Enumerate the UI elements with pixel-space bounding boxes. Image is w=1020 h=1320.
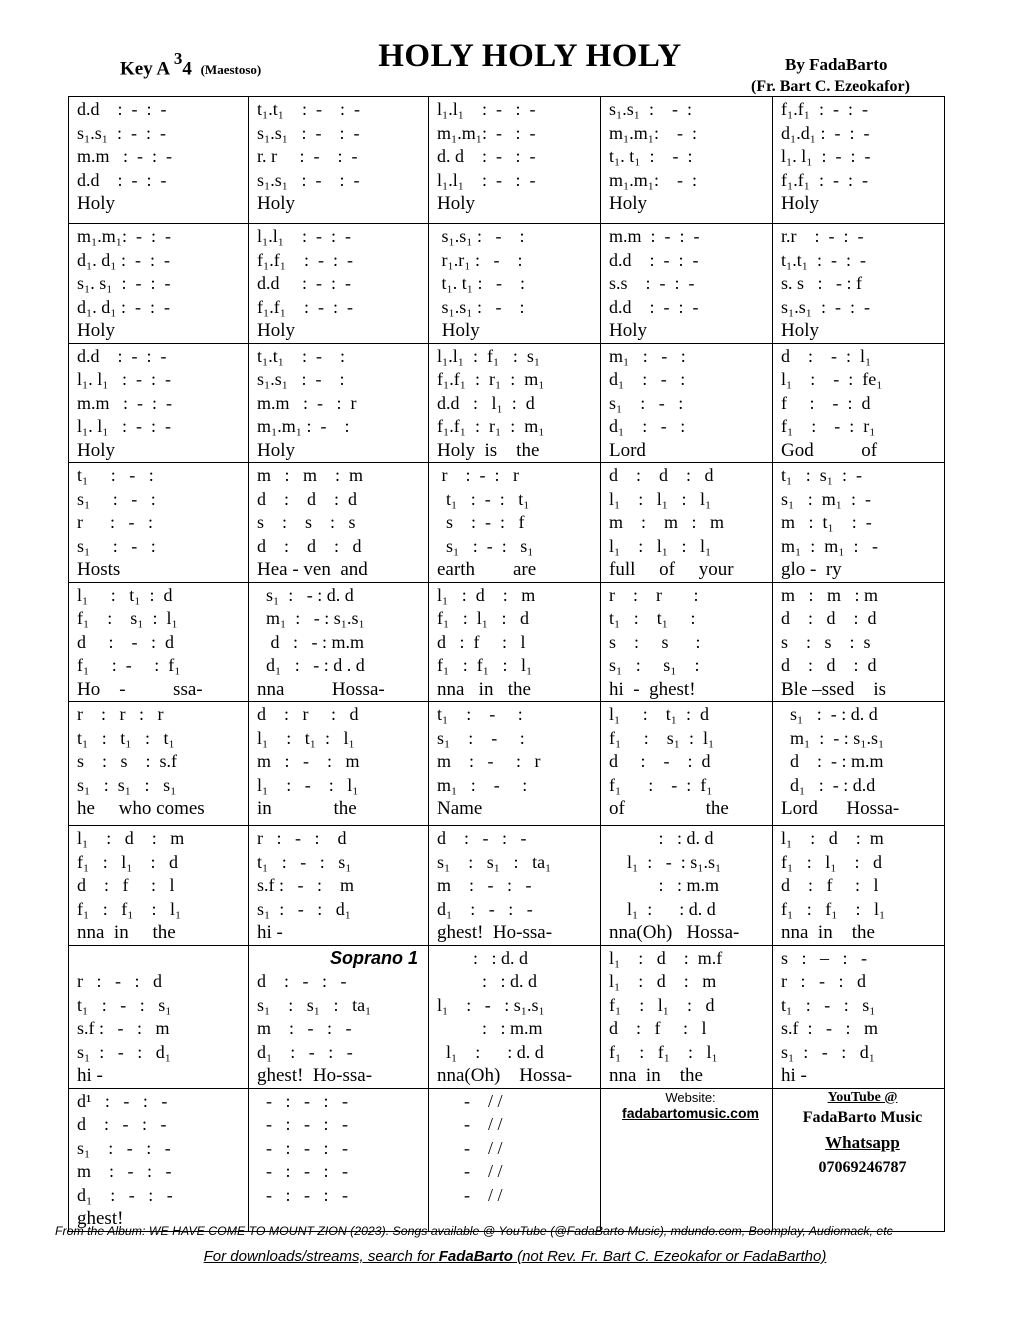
lyric-text: nna in the <box>781 922 875 943</box>
lyric-text: ghest! Ho-ssa- <box>437 922 553 943</box>
solfa-line: l₁. l₁ : - : - <box>77 416 172 436</box>
solfa-line: s₁ : - : - <box>77 1137 171 1158</box>
solfa-line: d : f : l <box>781 875 879 895</box>
score-row <box>69 702 945 826</box>
lyric-text: Name <box>437 798 483 819</box>
measure-cell <box>249 97 429 224</box>
solfa-line: t₁ : - : <box>77 465 154 485</box>
measure-cell <box>773 97 945 224</box>
solfa-line: f₁ : l₁ : d <box>437 608 530 628</box>
measure-cell <box>429 97 601 224</box>
solfa-line: f₁ : s₁ : l₁ <box>77 608 178 628</box>
solfa-line: s₁ : - : d. d <box>257 584 354 605</box>
lyric-text: Holy <box>77 193 115 214</box>
phone-number: 07069246787 <box>818 1158 907 1176</box>
solfa-line: s : - : f <box>437 512 525 532</box>
solfa-line: d : - : l₁ <box>781 345 872 366</box>
solfa-line: r : - : d <box>257 828 347 848</box>
lyric-text: he who comes <box>77 798 205 819</box>
lyric-text: nna(Oh) Hossa- <box>609 922 740 943</box>
solfa-line: s : s : s <box>257 512 356 532</box>
solfa-line: - : - : - <box>257 1090 348 1111</box>
solfa-line: f₁ : f₁ : l₁ <box>437 655 533 675</box>
score-row <box>69 224 945 344</box>
solfa-line: f₁.f₁ : - : - <box>781 169 869 190</box>
solfa-line: t₁ : - : s₁ <box>77 994 172 1015</box>
solfa-line: m.m : - : - <box>77 146 172 166</box>
measure-cell <box>773 702 945 826</box>
score-row <box>69 343 945 463</box>
solfa-line: - / / <box>437 1137 503 1158</box>
lyric-text: nna in the <box>609 1065 703 1086</box>
solfa-line: s₁ : - : d₁ <box>781 1041 876 1062</box>
album-note: From the Album: WE HAVE COME TO MOUNT ZION (2023). Songs available @ YouTube (@FadaBarto Music), mdundo.com, Boomplay, Audiomack, etc <box>55 1224 893 1238</box>
website-label: Website: <box>665 1089 716 1105</box>
lyric-text: glo - ry <box>781 559 842 580</box>
measure-cell <box>249 1088 429 1231</box>
solfa-line: l₁ : : d. d <box>609 898 716 919</box>
measure-cell <box>69 1088 249 1231</box>
solfa-line: m₁ : - : <box>437 774 528 795</box>
measure-cell <box>429 343 601 463</box>
measure-cell <box>773 224 945 344</box>
solfa-line: l₁ : - : l₁ <box>257 774 359 795</box>
measure-cell <box>429 582 601 702</box>
measure-cell <box>601 224 773 344</box>
solfa-line: m.m : - : r <box>257 392 357 413</box>
solfa-line: s₁.s₁ : - : - <box>257 122 360 143</box>
solfa-line: s₁.s₁ : - : <box>437 226 525 246</box>
solfa-line: m₁.m₁: - : - <box>437 122 536 143</box>
solfa-line: d₁. d₁ : - : - <box>77 296 171 317</box>
solfa-line: d : d : d <box>781 608 877 628</box>
solfa-line: l₁ : d : m <box>437 584 536 605</box>
solfa-line: t₁.t₁ : - : - <box>781 249 867 270</box>
solfa-line: f₁.f₁ : - : - <box>257 249 354 270</box>
measure-cell <box>429 702 601 826</box>
solfa-line: l₁.l₁ : f₁ : s₁ <box>437 345 541 366</box>
solfa-line: s₁.s₁ : - : <box>609 99 693 119</box>
solfa-line: l₁.l₁ : - : - <box>437 169 536 190</box>
solfa-line: s.f : - : m <box>781 1018 878 1038</box>
solfa-line: - : - : - <box>257 1137 348 1158</box>
youtube-link[interactable]: YouTube @ <box>827 1089 898 1105</box>
lyric-text: in the <box>257 798 357 819</box>
solfa-line: l₁ : t₁ : d <box>77 584 173 605</box>
key-signature: Key A $^3$4 (Maestoso) <box>120 49 262 80</box>
measure-cell <box>249 702 429 826</box>
solfa-line: d₁ : - : - <box>257 1041 353 1062</box>
score-row <box>69 826 945 946</box>
solfa-line: l₁ : d : m.f <box>609 947 723 968</box>
solfa-line: l₁. l₁ : - : - <box>781 146 871 166</box>
solfa-line: m₁ : - : s₁.s₁ <box>781 727 885 748</box>
solfa-line: r.r : - : - <box>781 226 864 246</box>
lyric-text: Holy <box>437 320 480 341</box>
solfa-line: s₁ : - : <box>437 727 525 748</box>
measure-cell <box>429 463 601 583</box>
lyric-text: Holy <box>609 193 647 214</box>
solfa-line: d : - : - <box>77 1114 167 1134</box>
solfa-line: m : t₁ : - <box>781 512 872 532</box>
solfa-line: d.d : - : - <box>257 273 351 293</box>
solfa-line: : : m.m <box>437 1018 543 1038</box>
lyric-text: Holy <box>77 320 115 341</box>
lyric-text: nna in the <box>77 922 176 943</box>
solfa-line: s : s : s.f <box>77 751 178 771</box>
solfa-line: s₁ : s₁ : <box>609 655 700 675</box>
score-row <box>69 463 945 583</box>
lyric-text: nna in the <box>437 678 531 700</box>
search-note: For downloads/streams, search for FadaBarto (not Rev. Fr. Bart C. Ezeokafor or FadaBartho) <box>203 1248 827 1265</box>
solfa-line: f₁ : f₁ : l₁ <box>781 898 886 919</box>
solfa-line: l₁ : - : fe₁ <box>781 369 883 389</box>
solfa-line: f : - : d <box>781 392 871 413</box>
solfa-line: f₁ : f₁ : l₁ <box>609 1041 718 1062</box>
score-row <box>69 97 945 224</box>
solfa-line: t₁ : t₁ : t₁ <box>77 727 175 748</box>
solfa-line: f₁ : - : f₁ <box>609 774 713 795</box>
solfa-line: l₁ : d : m <box>77 828 185 848</box>
lyric-text: Ble –ssed is <box>781 678 887 700</box>
solfa-line: r : r : r <box>77 704 164 724</box>
lyric-text: nna(Oh) Hossa- <box>437 1065 573 1086</box>
lyric-text: hi - <box>781 1065 807 1086</box>
solfa-line: d₁ : - : <box>609 369 686 389</box>
whatsapp-link[interactable]: Whatsapp <box>825 1132 900 1152</box>
solfa-line: - / / <box>437 1184 503 1205</box>
solfa-line: t₁.t₁ : - : - <box>257 99 361 119</box>
solfa-line: d.d : - : - <box>77 169 167 190</box>
solfa-line: l₁. l₁ : - : - <box>77 369 172 389</box>
solfa-line: l₁ : : d. d <box>437 1041 544 1062</box>
solfa-line: f₁.f₁ : - : - <box>781 99 869 119</box>
solfa-line: - / / <box>437 1114 503 1134</box>
solfa-line: s₁ : - : d₁ <box>257 898 352 919</box>
solfa-line: r₁.r₁ : - : <box>437 249 523 270</box>
solfa-line: s₁.s₁ : - : <box>437 296 525 317</box>
solfa-line: d : d : d <box>781 655 877 675</box>
solfa-line: s.f : - : m <box>257 875 354 895</box>
solfa-line: f₁ : s₁ : l₁ <box>609 727 715 748</box>
solfa-line: m : - : m <box>257 751 360 771</box>
measure-cell <box>601 343 773 463</box>
solfa-line: l₁ : t₁ : l₁ <box>257 727 355 748</box>
lyric-text: Holy <box>257 439 295 461</box>
solfa-line: d : - : m.m <box>781 751 884 771</box>
solfa-line: t₁. t₁ : - : <box>437 273 526 293</box>
lyric-text: Ho - ssa- <box>77 678 203 700</box>
solfa-line: m : m : m <box>609 512 725 532</box>
spacer <box>77 947 248 971</box>
measure-cell <box>773 463 945 583</box>
solfa-line: d¹ : - : - <box>77 1090 168 1111</box>
solfa-line: d : f : l <box>77 875 175 895</box>
solfa-line: t₁ : t₁ : <box>609 608 696 628</box>
lyric-text: Holy is the <box>437 439 540 461</box>
solfa-line: m.m : - : - <box>609 226 700 246</box>
solfa-line: d : r : d <box>257 704 359 724</box>
solfa-line: d. d : - : - <box>437 146 536 166</box>
measure-cell <box>773 945 945 1088</box>
measure-cell <box>429 1088 601 1231</box>
solfa-line: t₁.t₁ : - : <box>257 345 346 366</box>
solfa-line: d : f : l <box>437 631 526 652</box>
solfa-line: l₁.l₁ : - : - <box>257 226 352 246</box>
solfa-line: f₁.f₁ : r₁ : m₁ <box>437 369 545 389</box>
solfa-line: d₁ : - : d.d <box>781 774 876 795</box>
solfa-line: : : d. d <box>437 947 529 968</box>
measure-cell <box>601 702 773 826</box>
solfa-line: r : - : d <box>781 971 866 991</box>
measure-cell <box>601 97 773 224</box>
solfa-line: s₁ : s₁ : s₁ <box>77 774 177 795</box>
solfa-line: l₁ : d : m <box>781 828 884 848</box>
solfa-line: - / / <box>437 1090 503 1111</box>
measure-cell <box>69 463 249 583</box>
lyric-text: Holy <box>781 320 819 341</box>
solfa-line: s.s : - : - <box>609 273 695 293</box>
solfa-line: f₁ : - : f₁ <box>77 655 181 675</box>
solfa-line: s₁.s₁ : - : - <box>77 122 167 143</box>
solfa-line: m₁ : - : s₁.s₁ <box>257 608 365 628</box>
measure-cell <box>69 97 249 224</box>
solfa-line: f₁ : - : r₁ <box>781 416 876 436</box>
measure-cell <box>69 702 249 826</box>
composer-fullname: (Fr. Bart C. Ezeokafor) <box>751 78 910 95</box>
solfa-line: t₁ : - : <box>437 704 523 724</box>
solfa-line: s₁ : - : s₁ <box>437 535 534 556</box>
lyric-text: hi - <box>257 922 283 943</box>
measure-cell <box>773 582 945 702</box>
measure-cell <box>69 582 249 702</box>
lyric-text: ghest! <box>77 1208 124 1229</box>
solfa-line: - / / <box>437 1161 503 1181</box>
measure-cell <box>601 826 773 946</box>
measure-cell <box>69 224 249 344</box>
measure-cell <box>429 826 601 946</box>
solfa-line: m : m : m <box>257 465 364 485</box>
solfa-line: d₁ : - : - <box>77 1184 173 1205</box>
solfa-line: m : - : r <box>437 751 541 771</box>
solfa-score-grid <box>68 96 945 1232</box>
solfa-line: d.d : - : - <box>77 99 167 119</box>
lyric-text: of the <box>609 798 729 819</box>
lyric-text: earth are <box>437 559 537 580</box>
solfa-line: d : - : - <box>437 828 527 848</box>
solfa-line: d : f : l <box>609 1018 707 1038</box>
solfa-line: d₁ : - : <box>609 416 686 436</box>
solfa-line: s₁ : - : <box>609 392 684 413</box>
social-cell <box>773 1088 945 1231</box>
solfa-line: f₁ : f₁ : l₁ <box>77 898 182 919</box>
solfa-line: d : - : d <box>609 751 711 771</box>
solfa-line: d.d : - : - <box>609 296 699 317</box>
solfa-line: s₁ : s₁ : ta₁ <box>257 994 372 1015</box>
solfa-line: d.d : - : - <box>77 345 167 366</box>
solfa-line: t₁ : - : s₁ <box>257 851 352 872</box>
solfa-line: m : m : m <box>781 584 879 605</box>
solfa-line: s₁ : - : d₁ <box>77 1041 172 1062</box>
solfa-line: m₁.m₁: - : <box>609 122 698 143</box>
solfa-line: d : - : d <box>77 631 174 652</box>
measure-cell <box>601 945 773 1088</box>
lyric-text: Holy <box>257 193 295 214</box>
lyric-text: nna Hossa- <box>257 678 385 700</box>
solfa-line: m₁.m₁: - : - <box>77 226 172 246</box>
solfa-line: s : s : <box>609 631 701 652</box>
solfa-line: f₁.f₁ : r₁ : m₁ <box>437 416 545 436</box>
solfa-line: l₁ : l₁ : l₁ <box>609 488 712 509</box>
score-row <box>69 945 945 1088</box>
solfa-line: t₁ : s₁ : - <box>781 465 863 485</box>
song-title: HOLY HOLY HOLY <box>378 38 682 74</box>
lyric-text: Hosts <box>77 559 121 580</box>
solfa-line: - : - : - <box>257 1114 348 1134</box>
solfa-line: s₁. s₁ : - : - <box>77 273 171 293</box>
solfa-line: l₁ : t₁ : d <box>609 704 710 724</box>
lyric-text: hi - ghest! <box>609 678 696 700</box>
lyric-text: hi - <box>77 1065 103 1086</box>
measure-cell <box>601 582 773 702</box>
tempo-marking: (Maestoso) <box>200 62 262 78</box>
measure-cell <box>429 224 601 344</box>
solfa-line: d : d : d <box>257 535 362 556</box>
solfa-line: r : - : d <box>77 971 162 991</box>
solfa-line: d : d : d <box>257 488 358 509</box>
website-cell <box>601 1088 773 1231</box>
solfa-line: : : m.m <box>609 875 720 895</box>
solfa-line: d.d : - : - <box>609 249 699 270</box>
solfa-line: r : - : <box>77 512 153 532</box>
solfa-line: m₁.m₁ : - : <box>257 416 350 436</box>
lyric-text: Holy <box>77 439 115 461</box>
solfa-line: m.m : - : - <box>77 392 172 413</box>
solfa-line: s₁ : - : d. d <box>781 704 878 724</box>
measure-cell <box>69 343 249 463</box>
lyric-text: Lord <box>609 439 646 461</box>
solfa-line: d.d : l₁ : d <box>437 392 535 413</box>
solfa-line: s₁ : - : <box>77 535 156 556</box>
solfa-line: t₁ : - : s₁ <box>781 994 876 1015</box>
solfa-line: d₁ : - : - <box>437 898 533 919</box>
lyric-text: Holy <box>437 193 475 214</box>
lyric-text: ghest! Ho-ssa- <box>257 1065 373 1086</box>
solfa-line: s₁ : - : <box>77 488 156 509</box>
measure-cell <box>249 343 429 463</box>
solfa-line: m : - : - <box>77 1161 172 1181</box>
lyric-text: Hea - ven and <box>257 559 368 580</box>
solfa-line: s₁ : s₁ : ta₁ <box>437 851 552 872</box>
solfa-line: - : - : - <box>257 1161 348 1181</box>
solfa-line: l₁ : - : s₁.s₁ <box>609 851 722 872</box>
solfa-line: t₁. t₁ : - : <box>609 146 693 166</box>
lyric-text: God of <box>781 439 878 461</box>
solfa-line: - : - : - <box>257 1184 348 1205</box>
solfa-line: f₁ : l₁ : d <box>77 851 179 872</box>
part-label: Soprano 1 <box>329 947 418 968</box>
solfa-line: m₁.m₁: - : <box>609 169 698 190</box>
website-link[interactable]: fadabartomusic.com <box>622 1104 759 1121</box>
measure-cell <box>601 463 773 583</box>
solfa-line: l₁ : - : s₁.s₁ <box>437 994 545 1015</box>
solfa-line: m : - : - <box>257 1018 352 1038</box>
score-row <box>69 1088 945 1231</box>
solfa-line: d₁.d₁ : - : - <box>781 122 870 143</box>
solfa-line: r. r : - : - <box>257 146 358 166</box>
measure-cell <box>249 582 429 702</box>
measure-cell <box>773 826 945 946</box>
measure-cell <box>69 945 249 1088</box>
solfa-line: s : – : - <box>781 947 868 968</box>
solfa-line: d₁ : - : d . d <box>257 655 365 675</box>
solfa-line: s₁.s₁ : - : - <box>781 296 871 317</box>
solfa-line: f₁.f₁ : - : - <box>257 296 354 317</box>
solfa-line: : : d. d <box>609 828 714 848</box>
solfa-line: t₁ : - : t₁ <box>437 488 530 509</box>
solfa-line: m : - : - <box>437 875 532 895</box>
solfa-line: f₁ : l₁ : d <box>609 994 715 1015</box>
measure-cell <box>429 945 601 1088</box>
measure-cell <box>69 826 249 946</box>
solfa-line: d : - : - <box>257 971 347 991</box>
solfa-line: s₁.s₁ : - : <box>257 369 345 389</box>
solfa-line: s. s : - : f <box>781 273 862 293</box>
solfa-line: d : - : m.m <box>257 631 364 652</box>
lyric-text: Lord Hossa- <box>781 798 900 819</box>
solfa-line: d₁. d₁ : - : - <box>77 249 171 270</box>
solfa-line: s₁.s₁ : - : - <box>257 169 360 190</box>
measure-cell <box>249 945 429 1088</box>
solfa-line: s₁ : m₁ : - <box>781 488 872 509</box>
composer-byline: By FadaBarto <box>785 55 888 74</box>
lyric-text: Holy <box>781 193 819 214</box>
lyric-text: full of your <box>609 559 734 580</box>
solfa-line: r : r : <box>609 584 699 605</box>
solfa-line: d : d : d <box>609 465 714 485</box>
lyric-text: Holy <box>257 320 295 341</box>
solfa-line: l₁ : d : m <box>609 971 717 991</box>
measure-cell <box>249 826 429 946</box>
solfa-line: l₁ : l₁ : l₁ <box>609 535 712 556</box>
solfa-line: : : d. d <box>437 971 538 991</box>
solfa-line: m₁ : m₁ : - <box>781 535 879 556</box>
lyric-text: Holy <box>609 320 647 341</box>
score-row <box>69 582 945 702</box>
solfa-line: l₁.l₁ : - : - <box>437 99 536 119</box>
channel-name: FadaBarto Music <box>802 1108 923 1126</box>
solfa-line: m₁ : - : <box>609 345 686 366</box>
measure-cell <box>773 343 945 463</box>
solfa-line: s.f : - : m <box>77 1018 170 1038</box>
solfa-line: s : s : s <box>781 631 871 652</box>
solfa-line: f₁ : l₁ : d <box>781 851 883 872</box>
measure-cell <box>249 224 429 344</box>
solfa-line: r : - : r <box>437 465 519 485</box>
measure-cell <box>249 463 429 583</box>
